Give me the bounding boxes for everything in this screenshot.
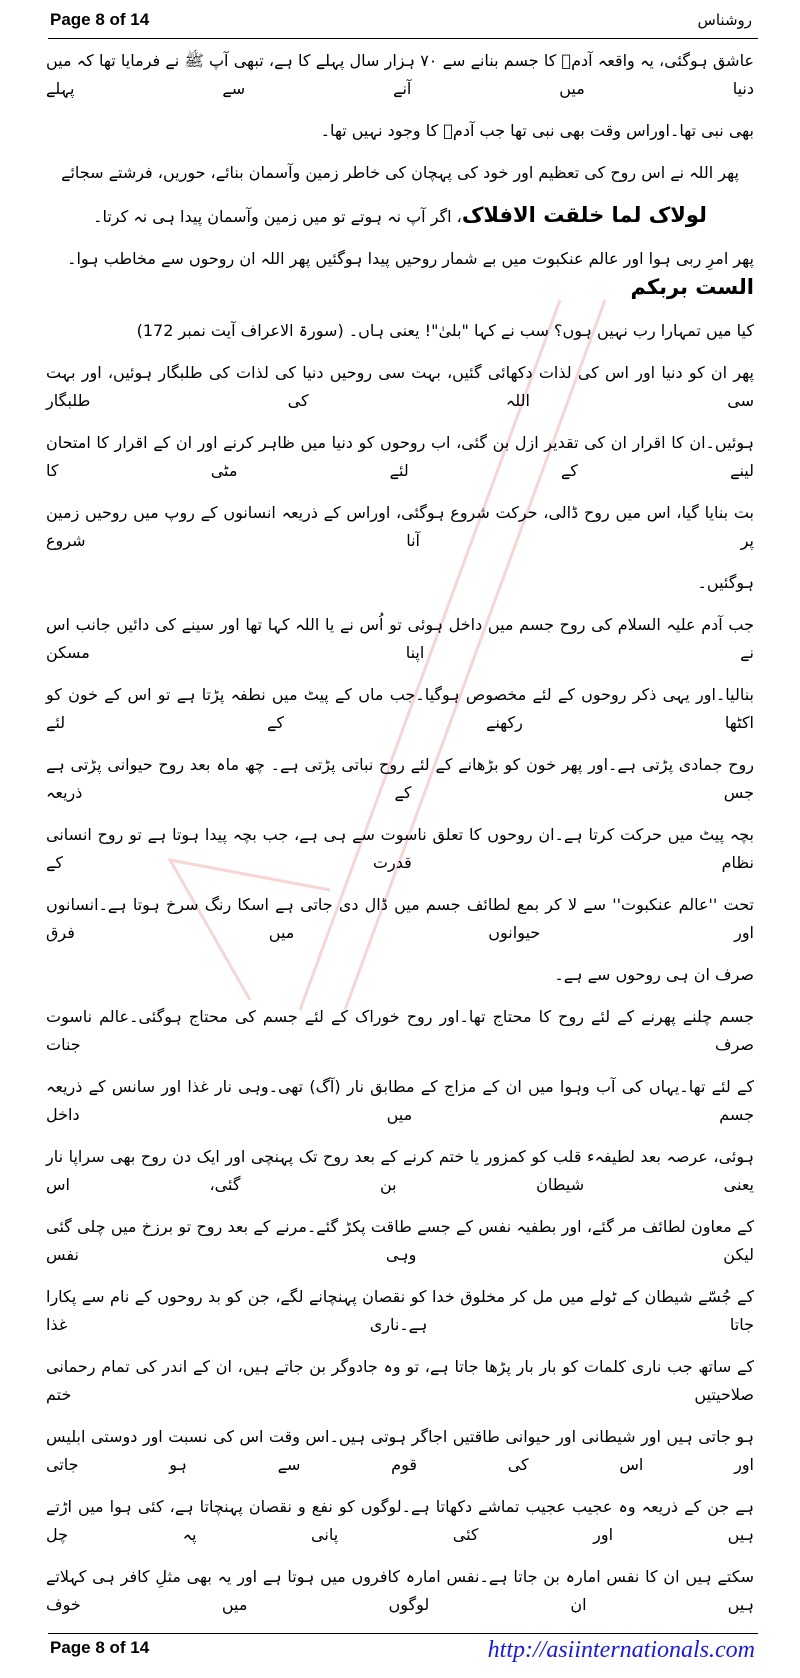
text-line: بنالیا۔اور یہی ذکر روحوں کے لئے مخصوص ہوگیا۔جب ماں کے پیٹ میں نطفہ پڑتا ہے تو اس کے خون کو اکٹھا رکھنے کے لئے [46, 685, 754, 732]
text-line: بت بنایا گیا، اس میں روح ڈالی، حرکت شروع ہوگئی، اوراس کے ذریعہ انسانوں کے روپ میں روحیں زمین پر آنا شروع [46, 503, 754, 550]
text-line: صرف ان ہی روحوں سے ہے۔ [554, 965, 754, 984]
text-line: ہوگئیں۔ [697, 573, 754, 592]
text-line: کیا میں تمہارا رب نہیں ہوں؟ سب نے کہا "بلیٰ"! یعنی ہاں۔ (سورۃ الاعراف آیت نمبر 172) [136, 321, 754, 340]
text-line: جسم چلنے پھرنے کے لئے روح کا محتاج تھا۔اور روح خوراک کے لئے جسم کی محتاج ہوگئی۔عالم ناسوت صرف جنات [46, 1007, 754, 1054]
text-line: ہے جن کے ذریعہ وہ عجیب عجیب تماشے دکھاتا ہے۔لوگوں کو نفع و نقصان پہنچاتا ہے، کئی ہوا میں اڑتے ہیں اور کئی پانی پہ چل [46, 1497, 754, 1544]
text-line: جب آدم علیہ السلام کی روح جسم میں داخل ہوئی تو اُس نے یا اللہ کہا تھا اور سینے کی دائیں جانب اس نے اپنا مسکن [46, 615, 754, 662]
text-line: پھر اللہ نے اس روح کی تعظیم اور خود کی پہچان کی خاطر زمین وآسمان بنائے، حوریں، فرشتے سجائے [61, 163, 739, 182]
text-line: ہو جاتی ہیں اور شیطانی اور حیوانی طاقتیں اجاگر ہوتی ہیں۔اس وقت اس کی نسبت اور دوستی ابلیس اور اس کی قوم سے ہو جاتی [46, 1427, 754, 1474]
text-line: پھر ان کو دنیا اور اس کی لذات دکھائی گئیں، بہت سی روحیں دنیا کی لذات کی طلبگار ہوئیں، اور بہت سی اللہ کی طلبگار [46, 363, 754, 410]
text-line: کے ساتھ جب ناری کلمات کو بار بار پڑھا جاتا ہے، تو وہ جادوگر بن جاتے ہیں، ان کے اندر کی تمام رحمانی صلاحیتیں ختم [46, 1357, 754, 1404]
text-line: عاشق ہوگئی، یہ واقعہ آدمؑ کا جسم بنانے سے ۷۰ ہزار سال پہلے کا ہے، تبھی آپ ﷺ نے فرمایا تھا کہ میں دنیا میں آنے سے پہلے [46, 51, 755, 98]
text-line: کے لئے تھا۔یہاں کی آب وہوا میں ان کے مزاج کے مطابق نار (آگ) تھی۔وہی نار غذا اور سانس کے ذریعہ جسم میں داخل [46, 1077, 754, 1124]
text-line: تحت ''عالم عنکبوت'' سے لا کر بمع لطائف جسم میں ڈال دی جاتی ہے اسکا رنگ سرخ ہوتا ہے۔انسانوں اور حیوانوں میں فرق [46, 895, 754, 942]
website-link[interactable]: http://asiinternationals.com [487, 1637, 755, 1663]
text-line [46, 201, 754, 231]
footer-page-number: Page 8 of 14 [50, 1638, 150, 1657]
text-line: بچہ پیٹ میں حرکت کرتا ہے۔ان روحوں کا تعلق ناسوت سے ہی ہے، جب بچہ پیدا ہوتا ہے تو روح انسانی نظام قدرت کے [46, 825, 754, 872]
page-header [48, 0, 758, 39]
arabic-quote: الست بربکم [630, 275, 754, 299]
text-line: بھی نبی تھا۔اوراس وقت بھی نبی تھا جب آدمؑ کا وجود نہیں تھا۔ [320, 121, 754, 140]
header-title: روشناس [697, 11, 752, 29]
text-line: ہوئیں۔ان کا اقرار ان کی تقدیر ازل بن گئی، اب روحوں کو دنیا میں ظاہر کرنے اور ان کے اقرار کا امتحان لینے کے لئے مٹی کا [46, 433, 754, 480]
page-footer [48, 1633, 758, 1678]
text-line: ہوئی، عرصہ بعد لطیفہء قلب کو کمزور یا ختم کرنے کے بعد روح تک پہنچی اور ایک دن روح بھی سراپا نار یعنی شیطان بن گئی، اس [46, 1147, 754, 1194]
text-line: کے جُسّے شیطان کے ٹولے میں مل کر مخلوق خدا کو نقصان پہنچانے لگے، جن کو بد روحوں کے نام سے پکارا جاتا ہے۔ناری غذا [46, 1287, 754, 1334]
text-line: روح جمادی پڑتی ہے۔اور پھر خون کو بڑھانے کے لئے روح نباتی پڑتی ہے۔ چھ ماہ بعد روح حیوانی پڑتی ہے جس کے ذریعہ [46, 755, 754, 802]
document-body [46, 39, 754, 1619]
text-span: پھر امرِ ربی ہوا اور عالم عنکبوت میں بے شمار روحیں پیدا ہوگئیں پھر اللہ ان روحوں سے مخاطب ہوا۔ [67, 249, 754, 268]
arabic-quote: لولاک لما خلقت الافلاک [461, 203, 707, 227]
text-line [46, 245, 754, 303]
text-line: کے معاون لطائف مر گئے، اور بطفیہ نفس کے جسے طاقت پکڑ گئے۔مرنے کے بعد روح تو برزخ میں چلی گئی لیکن وہی نفس [46, 1217, 754, 1264]
text-span: ، اگر آپ نہ ہوتے تو میں زمین وآسمان پیدا ہی نہ کرتا۔ [93, 207, 462, 226]
text-line: سکتے ہیں ان کا نفس امارہ بن جاتا ہے۔نفس امارہ کافروں میں ہوتا ہے اور یہ بھی مثلِ کافر ہی کہلاتے ہیں ان لوگوں میں خوف [46, 1567, 754, 1614]
header-page-number: Page 8 of 14 [50, 10, 150, 29]
